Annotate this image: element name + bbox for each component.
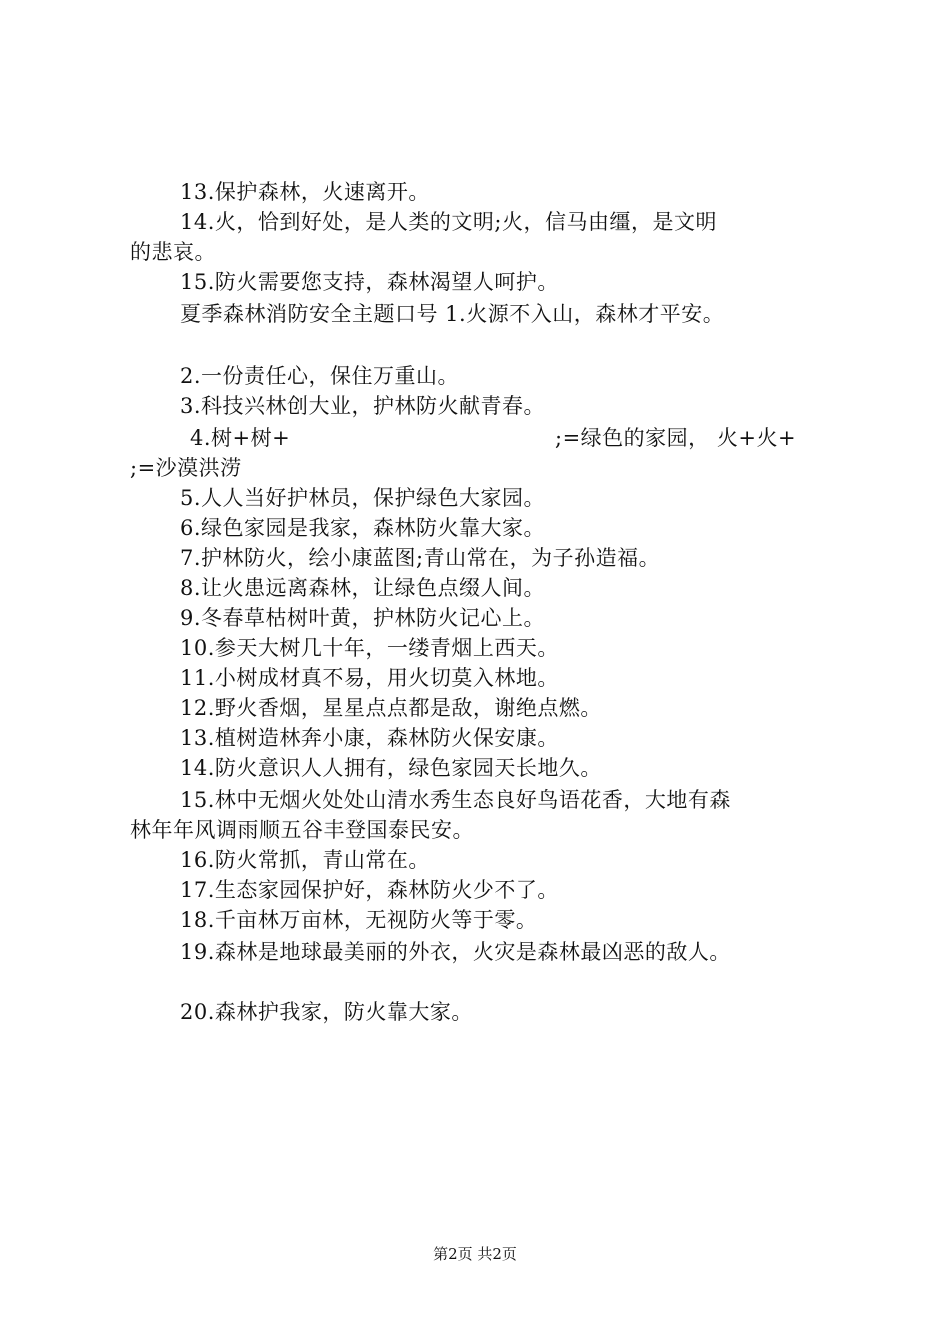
slogan-line: 12.野火香烟，星星点点都是敌，谢绝点燃。 (180, 696, 602, 720)
slogan-line: 3.科技兴林创大业，护林防火献青春。 (180, 394, 546, 418)
slogan-line: 15.林中无烟火处处山清水秀生态良好鸟语花香，大地有森 (180, 788, 731, 812)
slogan-line: 4.树+树+ (190, 426, 291, 450)
slogan-line: 10.参天大树几十年，一缕青烟上西天。 (180, 636, 559, 660)
slogan-line: ;=沙漠洪涝 (130, 456, 242, 480)
slogan-line: 15.防火需要您支持，森林渴望人呵护。 (180, 270, 559, 294)
slogan-line: 11.小树成材真不易，用火切莫入林地。 (180, 666, 559, 690)
slogan-line: 13.保护森林，火速离开。 (180, 180, 430, 204)
slogan-line: 16.防火常抓，青山常在。 (180, 848, 430, 872)
slogan-line: 13.植树造林奔小康，森林防火保安康。 (180, 726, 559, 750)
slogan-line: ;=绿色的家园， 火+火+ (555, 426, 797, 450)
slogan-line: 18.千亩林万亩林，无视防火等于零。 (180, 908, 538, 932)
slogan-line: 14.防火意识人人拥有，绿色家园天长地久。 (180, 756, 602, 780)
slogan-line: 20.森林护我家，防火靠大家。 (180, 1000, 473, 1024)
slogan-line: 8.让火患远离森林，让绿色点缀人间。 (180, 576, 546, 600)
slogan-line: 14.火，恰到好处，是人类的文明;火，信马由缰，是文明 (180, 210, 717, 234)
slogan-line: 的悲哀。 (130, 240, 216, 264)
slogan-line: 5.人人当好护林员，保护绿色大家园。 (180, 486, 546, 510)
slogan-line: 2.一份责任心，保住万重山。 (180, 364, 460, 388)
slogan-line: 6.绿色家园是我家，森林防火靠大家。 (180, 516, 546, 540)
section-heading: 夏季森林消防安全主题口号 1.火源不入山，森林才平安。 (180, 302, 725, 326)
slogan-line: 林年年风调雨顺五谷丰登国泰民安。 (130, 818, 474, 842)
page-footer: 第2页 共2页 (433, 1245, 517, 1263)
slogan-line: 17.生态家园保护好，森林防火少不了。 (180, 878, 559, 902)
slogan-line: 19.森林是地球最美丽的外衣，火灾是森林最凶恶的敌人。 (180, 940, 731, 964)
slogan-line: 9.冬春草枯树叶黄，护林防火记心上。 (180, 606, 546, 630)
slogan-line: 7.护林防火，绘小康蓝图;青山常在，为子孙造福。 (180, 546, 661, 570)
